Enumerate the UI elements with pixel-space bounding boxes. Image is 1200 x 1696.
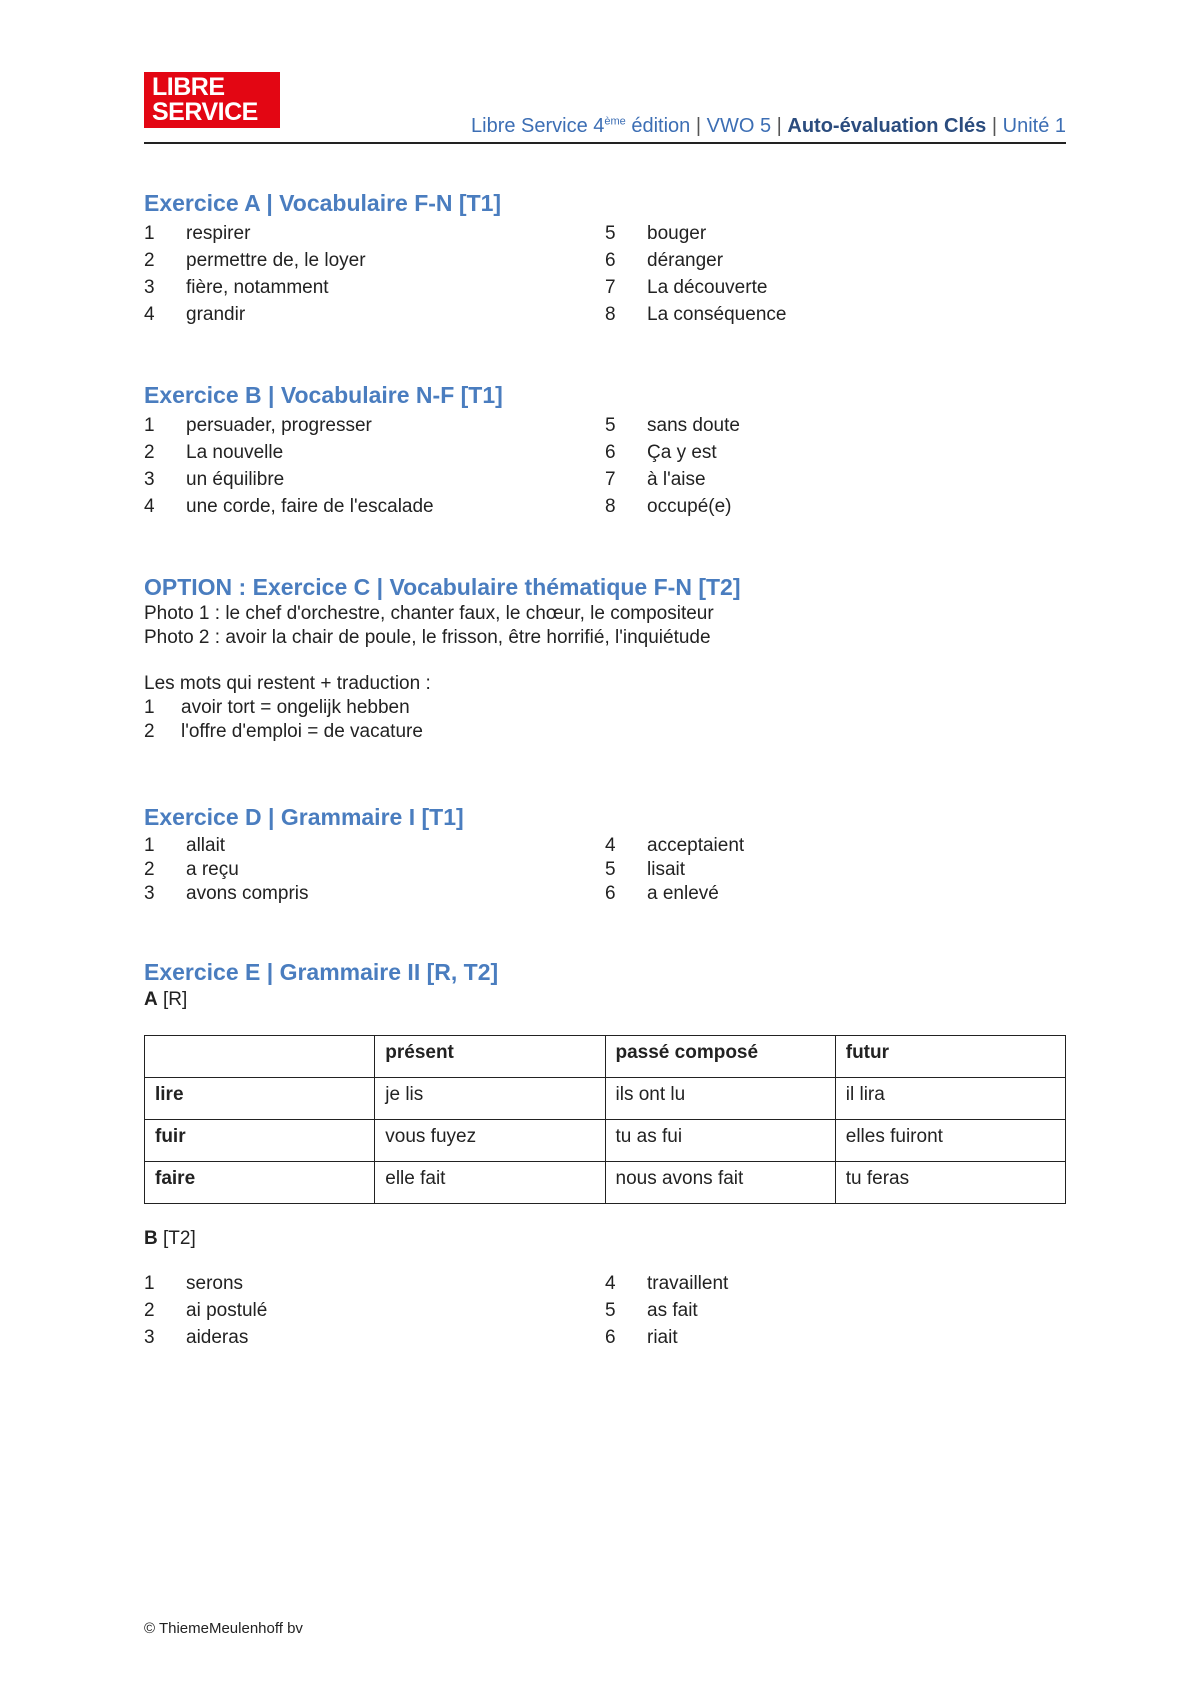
table-cell [145, 1036, 375, 1078]
item-text: La conséquence [647, 304, 787, 325]
table-cell: futur [835, 1036, 1065, 1078]
exercise-d-answers [144, 834, 1066, 906]
item-number: 3 [144, 277, 155, 298]
item-text: travaillent [647, 1273, 729, 1294]
exercise-e-title: Exercice E | Grammaire II [R, T2] [144, 959, 499, 985]
table-header-row [145, 1036, 1066, 1078]
item-text: avons compris [186, 883, 309, 904]
item-number: 2 [144, 859, 155, 880]
list-item [605, 301, 1066, 328]
exercise-c [144, 572, 1066, 744]
item-text: avoir tort = ongelijk hebben [181, 697, 410, 718]
separator: | [690, 115, 707, 137]
item-number: 3 [144, 883, 155, 904]
item-number: 8 [605, 496, 616, 517]
item-number: 4 [144, 304, 155, 325]
item-number: 2 [144, 250, 155, 271]
item-text: déranger [647, 250, 724, 271]
list-item [605, 493, 1066, 520]
right-column [605, 1270, 1066, 1351]
table-cell: vous fuyez [375, 1120, 605, 1162]
item-number: 4 [144, 496, 155, 517]
list-item [144, 1324, 605, 1351]
list-item [605, 882, 1066, 906]
table-cell: présent [375, 1036, 605, 1078]
list-item [144, 882, 605, 906]
item-text: permettre de, le loyer [186, 250, 366, 271]
item-number: 1 [144, 223, 155, 244]
table-cell: ils ont lu [605, 1078, 835, 1120]
list-item [144, 220, 605, 247]
item-number: 5 [605, 223, 616, 244]
list-item [144, 247, 605, 274]
item-text: Ça y est [647, 442, 717, 463]
exercise-e [144, 957, 1066, 1351]
left-column [144, 220, 605, 328]
libre-service-logo [144, 72, 280, 128]
level: VWO 5 [706, 115, 772, 137]
list-item [144, 696, 1066, 720]
exercise-b [144, 380, 1066, 520]
photo-2-text: Photo 2 : avoir la chair de poule, le frisson, être horrifié, l'inquiétude [144, 627, 711, 648]
list-item [605, 858, 1066, 882]
exercise-a-answers [144, 220, 1066, 328]
table-cell: fuir [145, 1120, 375, 1162]
unit: Unité 1 [1002, 115, 1066, 137]
item-number: 6 [605, 883, 616, 904]
logo-line-2: SERVICE [152, 98, 258, 126]
item-text: a reçu [186, 859, 239, 880]
item-number: 2 [144, 1300, 155, 1321]
exercise-a [144, 188, 1066, 328]
part-a-label [144, 987, 1066, 1013]
table-cell: tu as fui [605, 1120, 835, 1162]
exercise-b-title: Exercice B | Vocabulaire N-F [T1] [144, 382, 503, 408]
item-text: bouger [647, 223, 707, 244]
item-number: 5 [605, 1300, 616, 1321]
left-column [144, 412, 605, 520]
item-text: La nouvelle [186, 442, 284, 463]
item-text: sans doute [647, 415, 740, 436]
item-number: 6 [605, 1327, 616, 1348]
item-number: 5 [605, 859, 616, 880]
item-text: a enlevé [647, 883, 719, 904]
table-cell: passé composé [605, 1036, 835, 1078]
left-column [144, 1270, 605, 1351]
footer-copyright: © ThiemeMeulenhoff bv [144, 1620, 303, 1637]
item-text: fière, notamment [186, 277, 329, 298]
right-column [605, 220, 1066, 328]
logo-line-1: LIBRE [152, 73, 225, 101]
right-column [605, 412, 1066, 520]
list-item [605, 439, 1066, 466]
title-sup: ème [604, 115, 626, 128]
item-text: aideras [186, 1327, 249, 1348]
item-number: 4 [605, 1273, 616, 1294]
photo-1-text: Photo 1 : le chef d'orchestre, chanter faux, le chœur, le compositeur [144, 603, 714, 624]
list-item [144, 274, 605, 301]
table-cell: il lira [835, 1078, 1065, 1120]
list-item [144, 858, 605, 882]
list-item [605, 412, 1066, 439]
list-item [605, 274, 1066, 301]
table-row [145, 1120, 1066, 1162]
list-item [605, 1324, 1066, 1351]
item-text: riait [647, 1327, 678, 1348]
item-number: 2 [144, 721, 155, 742]
item-number: 8 [605, 304, 616, 325]
part-a-tag: [R] [157, 989, 188, 1010]
part-a-letter: A [144, 989, 158, 1010]
left-column [144, 834, 605, 906]
item-text: allait [186, 835, 226, 856]
item-number: 4 [605, 835, 616, 856]
table-row [145, 1162, 1066, 1204]
item-text: La découverte [647, 277, 768, 298]
item-number: 1 [144, 415, 155, 436]
conjugation-table [144, 1035, 1066, 1204]
list-item [144, 493, 605, 520]
item-text: persuader, progresser [186, 415, 372, 436]
item-number: 5 [605, 415, 616, 436]
table-cell: nous avons fait [605, 1162, 835, 1204]
item-number: 1 [144, 835, 155, 856]
page-header [144, 70, 1066, 144]
page [144, 70, 1066, 1348]
rest-label: Les mots qui restent + traduction : [144, 673, 431, 694]
right-column [605, 834, 1066, 906]
item-number: 2 [144, 442, 155, 463]
item-text: acceptaient [647, 835, 745, 856]
item-number: 1 [144, 1273, 155, 1294]
exercise-d-title: Exercice D | Grammaire I [T1] [144, 804, 464, 830]
list-item [605, 247, 1066, 274]
item-text: ai postulé [186, 1300, 268, 1321]
list-item [144, 834, 605, 858]
list-item [144, 412, 605, 439]
list-item [144, 1297, 605, 1324]
table-row [145, 1078, 1066, 1120]
doc-type: Auto-évaluation Clés [787, 115, 987, 137]
list-item [605, 834, 1066, 858]
table-cell: elle fait [375, 1162, 605, 1204]
table-cell: je lis [375, 1078, 605, 1120]
list-item [605, 1270, 1066, 1297]
part-b-letter: B [144, 1228, 158, 1249]
item-number: 3 [144, 1327, 155, 1348]
item-text: l'offre d'emploi = de vacature [181, 721, 423, 742]
table-cell: tu feras [835, 1162, 1065, 1204]
item-number: 1 [144, 697, 155, 718]
header-title [471, 115, 1066, 138]
rest-items [144, 696, 1066, 744]
exercise-c-title: OPTION : Exercice C | Vocabulaire thématique F-N [T2] [144, 574, 741, 600]
part-b-tag: [T2] [157, 1228, 196, 1249]
item-number: 7 [605, 469, 616, 490]
exercise-a-title: Exercice A | Vocabulaire F-N [T1] [144, 190, 502, 216]
list-item [605, 1297, 1066, 1324]
title-post: édition [625, 115, 691, 137]
exercise-b-answers [144, 412, 1066, 520]
item-number: 3 [144, 469, 155, 490]
list-item [605, 466, 1066, 493]
item-text: une corde, faire de l'escalade [186, 496, 434, 517]
table-cell: faire [145, 1162, 375, 1204]
item-number: 6 [605, 250, 616, 271]
part-b-label [144, 1226, 1066, 1252]
item-number: 6 [605, 442, 616, 463]
separator: | [771, 115, 788, 137]
item-text: occupé(e) [647, 496, 732, 517]
table-cell: lire [145, 1078, 375, 1120]
item-text: serons [186, 1273, 244, 1294]
list-item [144, 439, 605, 466]
item-number: 7 [605, 277, 616, 298]
item-text: lisait [647, 859, 686, 880]
item-text: un équilibre [186, 469, 285, 490]
list-item [144, 301, 605, 328]
separator: | [986, 115, 1003, 137]
exercise-d [144, 802, 1066, 906]
exercise-c-body [144, 602, 1066, 744]
table-cell: elles fuiront [835, 1120, 1065, 1162]
item-text: grandir [186, 304, 246, 325]
item-text: as fait [647, 1300, 698, 1321]
part-b-answers [144, 1270, 1066, 1351]
item-text: respirer [186, 223, 251, 244]
list-item [144, 720, 1066, 744]
title-pre: Libre Service 4 [471, 115, 605, 137]
list-item [144, 1270, 605, 1297]
list-item [605, 220, 1066, 247]
item-text: à l'aise [647, 469, 706, 490]
list-item [144, 466, 605, 493]
